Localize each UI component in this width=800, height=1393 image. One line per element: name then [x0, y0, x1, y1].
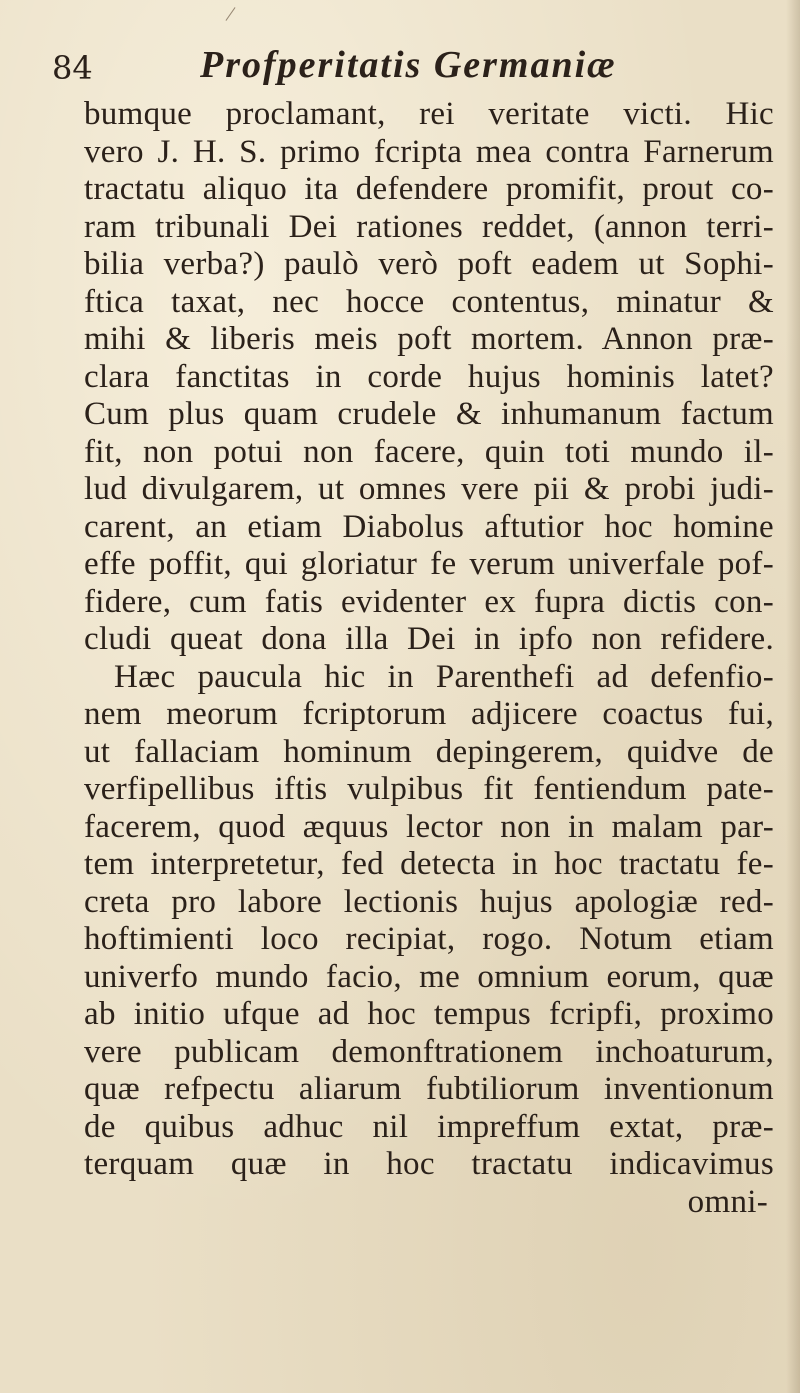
text-line: bumque proclamant, rei veritate victi. Hic: [84, 96, 774, 132]
page-edge-shadow: [786, 0, 800, 1393]
text-line: verfipellibus iftis vulpibus fit fentiendum pate-: [84, 771, 774, 807]
text-line: ram tribunali Dei rationes reddet, (annon terri-: [84, 208, 774, 245]
text-line: clara fanctitas in corde hujus hominis latet?: [84, 358, 774, 395]
text-line: cludi queat dona illa Dei in ipfo non refidere.: [84, 621, 774, 657]
text-line: creta pro labore lectionis hujus apologiæ red-: [84, 883, 774, 920]
text-line: ut fallaciam hominum depingerem, quidve de: [84, 733, 774, 770]
text-line: carent, an etiam Diabolus aftutior hoc homine: [84, 508, 774, 545]
text-line: tractatu aliquo ita defendere promifit, prout co-: [84, 171, 774, 207]
page-number: 84: [52, 49, 93, 87]
catchword: omni-: [687, 1183, 768, 1220]
text-line-paragraph-start: Hæc paucula hic in Parenthefi ad defenfio-: [114, 658, 774, 695]
text-line: fidere, cum fatis evidenter ex fupra dictis con-: [84, 583, 774, 620]
running-head: Profperitatis Germaniæ: [200, 44, 617, 86]
text-line: ftica taxat, nec hocce contentus, minatur &: [84, 283, 774, 320]
page-header: [0, 40, 800, 100]
text-line: de quibus adhuc nil impreffum extat, præ-: [84, 1108, 774, 1145]
text-line: Cum plus quam crudele & inhumanum factum: [84, 396, 774, 432]
text-line: quæ refpectu aliarum fubtiliorum inventionum: [84, 1071, 774, 1107]
text-line: ab initio ufque ad hoc tempus fcripfi, proximo: [84, 996, 774, 1032]
text-line: mihi & liberis meis poft mortem. Annon præ-: [84, 321, 774, 357]
text-line: lud divulgarem, ut omnes vere pii & probi judi-: [84, 471, 774, 507]
text-line: nem meorum fcriptorum adjicere coactus fui,: [84, 696, 774, 732]
text-line: facerem, quod æquus lector non in malam par-: [84, 808, 774, 845]
text-line: vere publicam demonftrationem inchoaturum,: [84, 1033, 774, 1070]
text-line: effe poffit, qui gloriatur fe verum univerfale pof-: [84, 546, 774, 582]
text-line: hoftimienti loco recipiat, rogo. Notum etiam: [84, 921, 774, 957]
ink-mark: [226, 7, 236, 21]
text-line: tem interpretetur, fed detecta in hoc tractatu fe-: [84, 846, 774, 882]
text-line: fit, non potui non facere, quin toti mundo il-: [84, 433, 774, 470]
text-line: bilia verba?) paulò verò poft eadem ut Sophi-: [84, 246, 774, 282]
text-line: univerfo mundo facio, me omnium eorum, quæ: [84, 958, 774, 995]
text-line: terquam quæ in hoc tractatu indicavimus: [84, 1146, 774, 1182]
text-line: vero J. H. S. primo fcripta mea contra Farnerum: [84, 133, 774, 170]
body-text: [84, 96, 774, 1221]
